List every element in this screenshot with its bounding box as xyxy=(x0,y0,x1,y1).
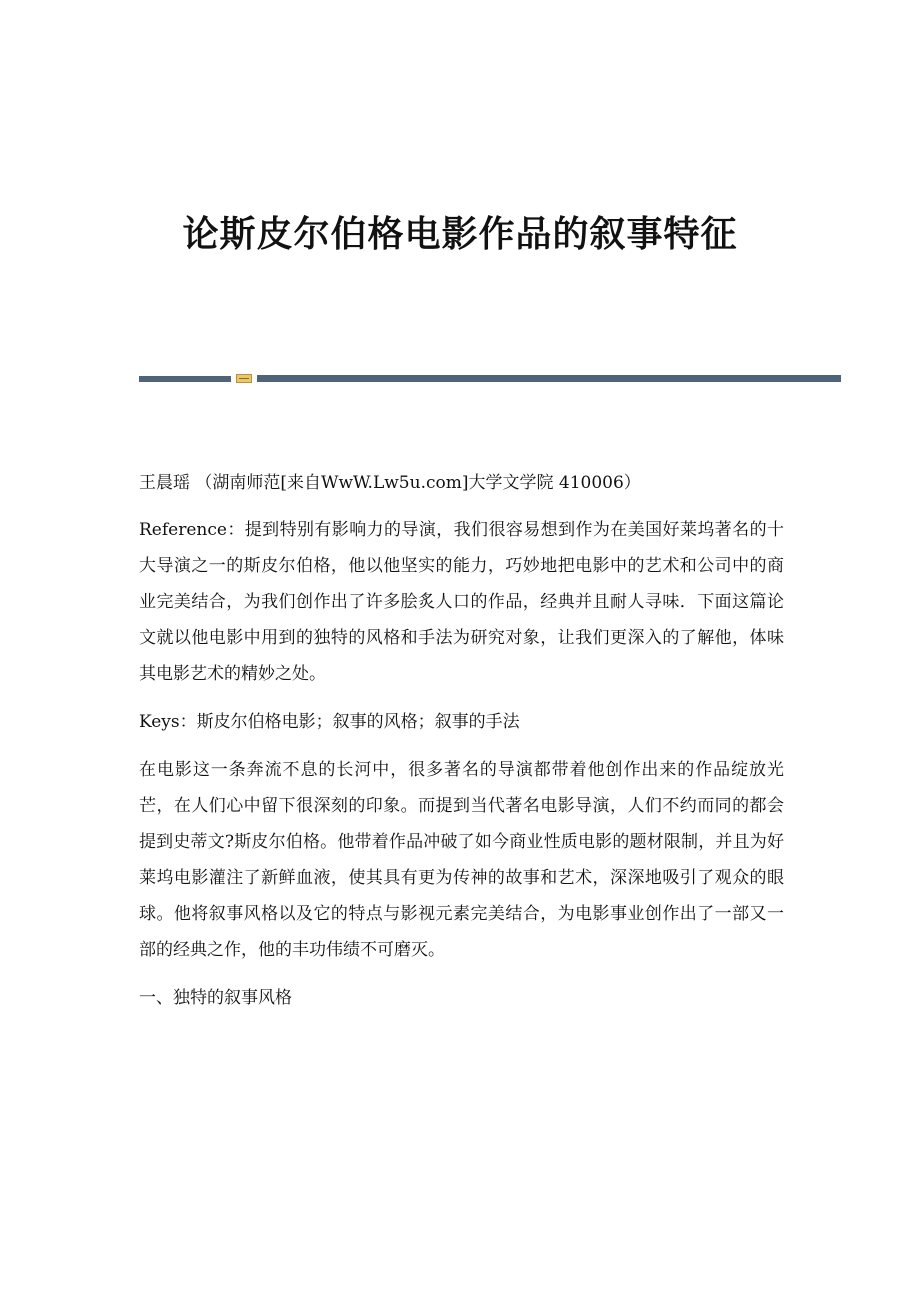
divider-emblem-icon xyxy=(236,374,252,383)
article-body xyxy=(139,466,784,1016)
title-divider xyxy=(139,374,841,384)
page-title: 论斯皮尔伯格电影作品的叙事特征 xyxy=(182,213,738,255)
section-heading: 一、独特的叙事风格 xyxy=(139,988,292,1008)
author-line: 王晨瑶 （湖南师范[来自WwW.Lw5u.com]大学文学院 410006） xyxy=(139,473,641,493)
divider-bar-left xyxy=(139,376,231,382)
intro-paragraph: 在电影这一条奔流不息的长河中，很多著名的导演都带着他创作出来的作品绽放光芒，在人们心中留下很深刻的印象。而提到当代著名电影导演，人们不约而同的都会提到史蒂文?斯皮尔伯格。他带着作品冲破了如今商业性质电影的题材限制，并且为好莱坞电影灌注了新鲜血液，使其具有更为传神的故事和艺术，深深地吸引了观众的眼球。他将叙事风格以及它的特点与影视元素完美结合，为电影事业创作出了一部又一部的经典之作，他的丰功伟绩不可磨灭。 xyxy=(139,760,784,960)
reference-paragraph: Reference：提到特别有影响力的导演，我们很容易想到作为在美国好莱坞著名的十大导演之一的斯皮尔伯格，他以他坚实的能力，巧妙地把电影中的艺术和公司中的商业完美结合，为我们创作出了许多脍炙人口的作品，经典并且耐人寻味．下面这篇论文就以他电影中用到的独特的风格和手法为研究对象，让我们更深入的了解他，体味其电影艺术的精妙之处。 xyxy=(139,520,784,684)
divider-bar-right xyxy=(257,375,841,382)
keywords-line: Keys：斯皮尔伯格电影；叙事的风格；叙事的手法 xyxy=(139,712,520,732)
